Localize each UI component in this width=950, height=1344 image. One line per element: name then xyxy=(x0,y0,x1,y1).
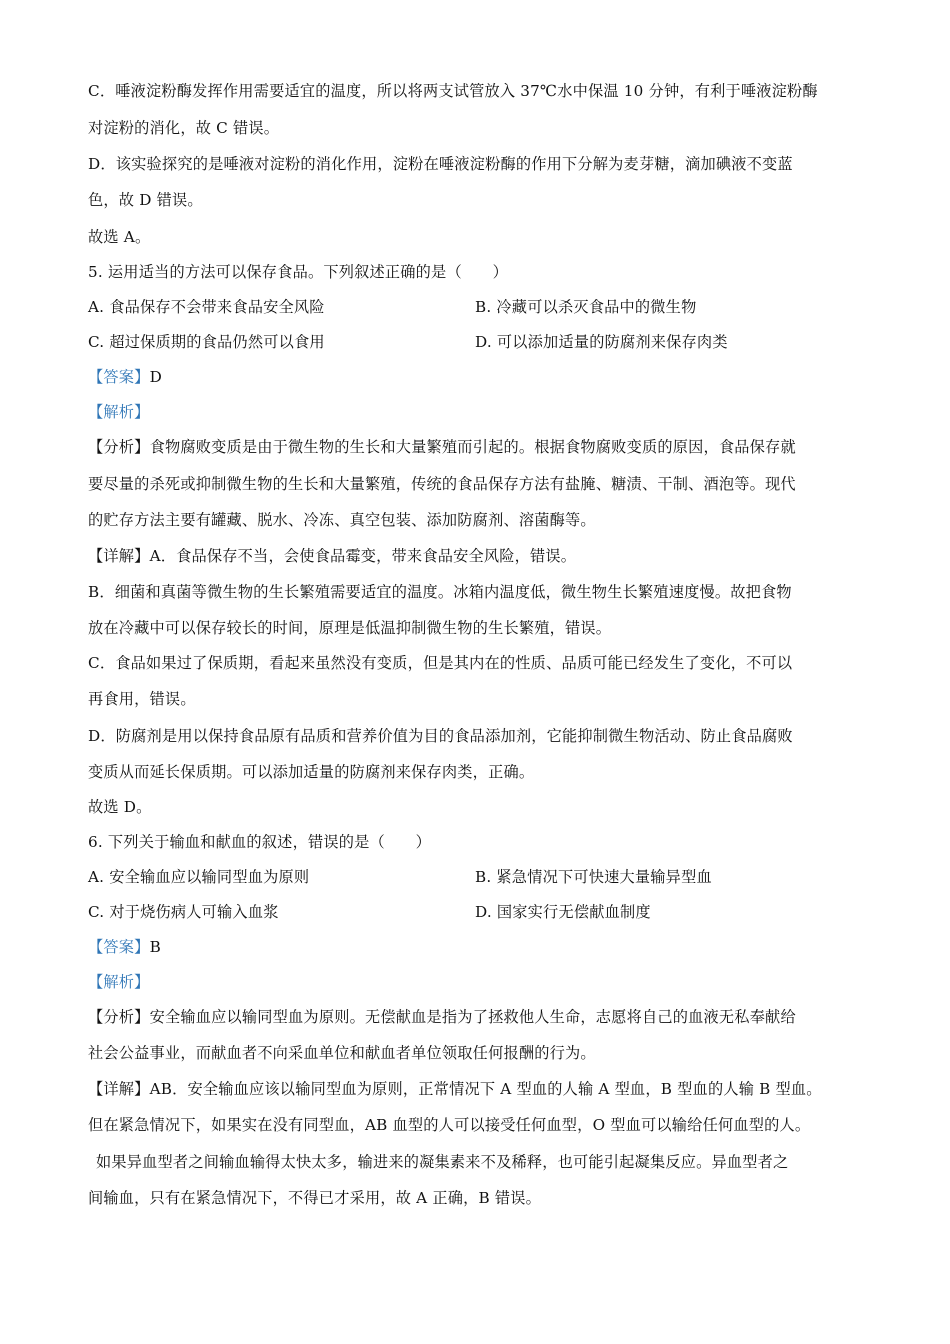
question-6-fenxi xyxy=(88,1007,796,1027)
question-6-answer xyxy=(88,937,161,957)
answer-tag: 【答案】 xyxy=(88,938,150,956)
text-line: 如果异血型者之间输血输得太快太多，输进来的凝集素来不及稀释，也可能引起凝集反应。异血型者之 xyxy=(96,1153,789,1171)
question-6-option-a: A. 安全输血应以输同型血为原则 xyxy=(88,868,310,886)
text-line: 再食用，错误。 xyxy=(88,690,196,708)
fenxi-text: 安全输血应以输同型血为原则。无偿献血是指为了拯救他人生命，志愿将自己的血液无私奉献给 xyxy=(149,1008,796,1026)
question-6-option-b: B. 紧急情况下可快速大量输异型血 xyxy=(475,868,712,886)
text-line: 对淀粉的消化，故 C 错误。 xyxy=(88,119,280,137)
text-line: 但在紧急情况下，如果实在没有同型血，AB 血型的人可以接受任何血型，O 型血可以输给任何血型的人。 xyxy=(88,1116,811,1134)
analysis-tag: 【解析】 xyxy=(88,973,150,991)
text-line: 要尽量的杀死或抑制微生物的生长和大量繁殖，传统的食品保存方法有盐腌、糖渍、干制、酒泡等。现代 xyxy=(88,475,796,493)
text-line: D．防腐剂是用以保持食品原有品质和营养价值为目的食品添加剂，它能抑制微生物活动、防止食品腐败 xyxy=(88,727,793,745)
question-6-xiangjie xyxy=(88,1079,822,1099)
xiangjie-text: AB．安全输血应该以输同型血为原则，正常情况下 A 型血的人输 A 型血，B 型血的人输 B 型血。 xyxy=(149,1080,822,1098)
question-5-fenxi xyxy=(88,437,796,457)
text-line: 故选 D。 xyxy=(88,798,152,816)
text-line: 放在冷藏中可以保存较长的时间，原理是低温抑制微生物的生长繁殖，错误。 xyxy=(88,619,612,637)
question-5-xiangjie xyxy=(88,546,576,566)
text-line: 社会公益事业，而献血者不向采血单位和献血者单位领取任何报酬的行为。 xyxy=(88,1044,596,1062)
question-6-stem: 6. 下列关于输血和献血的叙述，错误的是（ ） xyxy=(88,833,432,851)
text-line: 的贮存方法主要有罐藏、脱水、冷冻、真空包装、添加防腐剂、溶菌酶等。 xyxy=(88,511,596,529)
question-5-option-a: A. 食品保存不会带来食品安全风险 xyxy=(88,298,325,316)
fenxi-tag: 【分析】 xyxy=(88,438,150,456)
answer-value: D xyxy=(149,368,162,386)
text-line: C．食品如果过了保质期，看起来虽然没有变质，但是其内在的性质、品质可能已经发生了变化，不可以 xyxy=(88,654,793,672)
text-line: B．细菌和真菌等微生物的生长繁殖需要适宜的温度。冰箱内温度低，微生物生长繁殖速度慢。故把食物 xyxy=(88,583,792,601)
text-line: 色，故 D 错误。 xyxy=(88,191,203,209)
fenxi-text: 食物腐败变质是由于微生物的生长和大量繁殖而引起的。根据食物腐败变质的原因，食品保存就 xyxy=(149,438,796,456)
text-line: 间输血，只有在紧急情况下，不得已才采用，故 A 正确，B 错误。 xyxy=(88,1189,542,1207)
text-line: D．该实验探究的是唾液对淀粉的消化作用，淀粉在唾液淀粉酶的作用下分解为麦芽糖，滴加碘液不变蓝 xyxy=(88,155,793,173)
question-6-analysis-heading xyxy=(88,972,150,992)
fenxi-tag: 【分析】 xyxy=(88,1008,150,1026)
answer-tag: 【答案】 xyxy=(88,368,150,386)
question-6-option-d: D. 国家实行无偿献血制度 xyxy=(475,903,651,921)
text-line: C．唾液淀粉酶发挥作用需要适宜的温度，所以将两支试管放入 37℃水中保温 10 分钟，有利于唾液淀粉酶 xyxy=(88,82,818,100)
question-6-option-c: C. 对于烧伤病人可输入血浆 xyxy=(88,903,279,921)
answer-value: B xyxy=(149,938,161,956)
question-5-analysis-heading xyxy=(88,402,150,422)
text-line: 故选 A。 xyxy=(88,228,151,246)
xiangjie-tag: 【详解】 xyxy=(88,1080,150,1098)
question-5-option-d: D. 可以添加适量的防腐剂来保存肉类 xyxy=(475,333,728,351)
text-line: 变质从而延长保质期。可以添加适量的防腐剂来保存肉类，正确。 xyxy=(88,763,535,781)
xiangjie-text: A．食品保存不当，会使食品霉变，带来食品安全风险，错误。 xyxy=(149,547,577,565)
xiangjie-tag: 【详解】 xyxy=(88,547,150,565)
analysis-tag: 【解析】 xyxy=(88,403,150,421)
question-5-option-c: C. 超过保质期的食品仍然可以食用 xyxy=(88,333,325,351)
question-5-option-b: B. 冷藏可以杀灭食品中的微生物 xyxy=(475,298,697,316)
question-5-answer xyxy=(88,367,162,387)
question-5-stem: 5. 运用适当的方法可以保存食品。下列叙述正确的是（ ） xyxy=(88,263,508,281)
